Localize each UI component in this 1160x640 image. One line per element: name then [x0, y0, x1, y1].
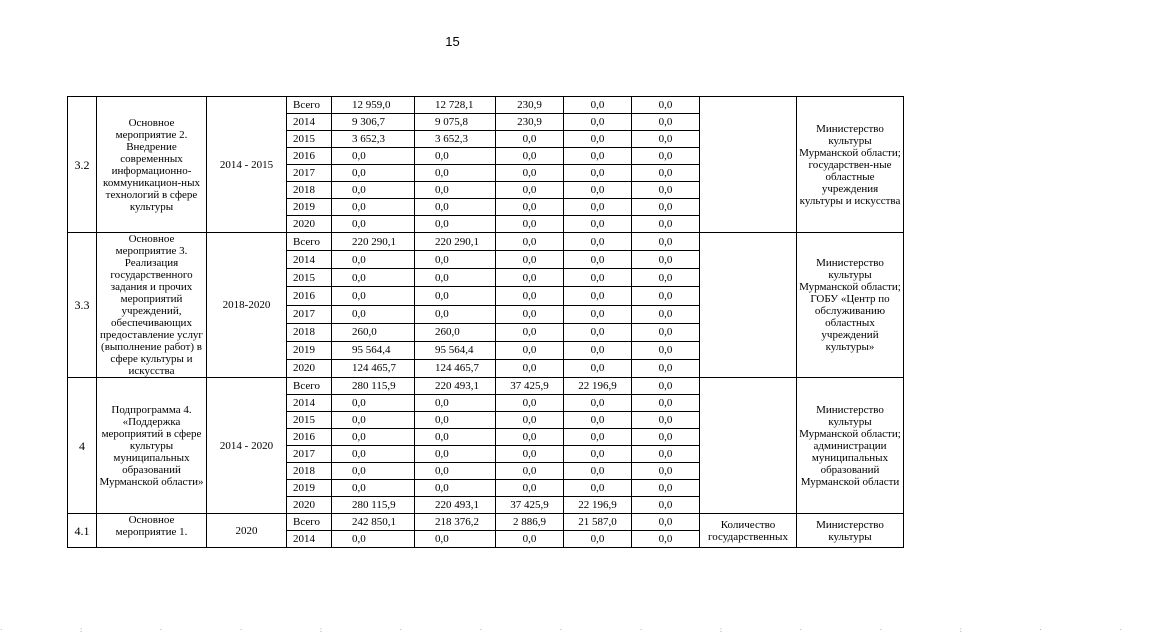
other-sources-cell: 0,0 [632, 148, 700, 165]
year-cell: 2016 [287, 429, 332, 446]
regional-budget-cell: 0,0 [415, 446, 496, 463]
year-cell: 2019 [287, 199, 332, 216]
regional-budget-cell: 0,0 [415, 216, 496, 233]
item-name-cell: Основное мероприятие 3. Реализация государственного задания и прочих мероприятий учреждений, обеспечивающих предоставление услуг (выполнение работ) в сфере культуры и искусства [97, 233, 207, 378]
total-cell: 124 465,7 [332, 359, 415, 377]
federal-budget-cell: 0,0 [496, 148, 564, 165]
total-cell: 0,0 [332, 199, 415, 216]
regional-budget-cell: 0,0 [415, 429, 496, 446]
regional-budget-cell: 0,0 [415, 305, 496, 323]
local-budget-cell: 0,0 [564, 199, 632, 216]
local-budget-cell: 0,0 [564, 114, 632, 131]
local-budget-cell: 0,0 [564, 480, 632, 497]
federal-budget-cell: 0,0 [496, 429, 564, 446]
year-cell: 2014 [287, 395, 332, 412]
local-budget-cell: 0,0 [564, 323, 632, 341]
local-budget-cell: 0,0 [564, 148, 632, 165]
local-budget-cell: 0,0 [564, 412, 632, 429]
executor-cell: Министерство культуры Мурманской области; администрации муниципальных образований Мурманской области [797, 378, 904, 514]
local-budget-cell: 0,0 [564, 182, 632, 199]
other-sources-cell: 0,0 [632, 287, 700, 305]
item-number-cell: 3.2 [68, 97, 97, 233]
other-sources-cell: 0,0 [632, 429, 700, 446]
federal-budget-cell: 37 425,9 [496, 378, 564, 395]
year-cell: 2014 [287, 531, 332, 548]
local-budget-cell: 0,0 [564, 463, 632, 480]
other-sources-cell: 0,0 [632, 497, 700, 514]
regional-budget-cell: 0,0 [415, 269, 496, 287]
local-budget-cell: 0,0 [564, 165, 632, 182]
item-name-cell: Основное мероприятие 2. Внедрение современных информационно-коммуникацион-ных технологий в сфере культуры [97, 97, 207, 233]
total-cell: 280 115,9 [332, 378, 415, 395]
year-cell: 2018 [287, 323, 332, 341]
item-name-cell: Подпрограмма 4. «Поддержка мероприятий в сфере культуры муниципальных образований Мурманской области» [97, 378, 207, 514]
regional-budget-cell: 220 493,1 [415, 378, 496, 395]
local-budget-cell: 0,0 [564, 446, 632, 463]
federal-budget-cell: 0,0 [496, 305, 564, 323]
total-cell: 0,0 [332, 531, 415, 548]
total-cell: 280 115,9 [332, 497, 415, 514]
federal-budget-cell: 2 886,9 [496, 514, 564, 531]
year-cell: 2017 [287, 305, 332, 323]
regional-budget-cell: 0,0 [415, 480, 496, 497]
federal-budget-cell: 0,0 [496, 412, 564, 429]
executor-cell: Министерство культуры [797, 514, 904, 548]
other-sources-cell: 0,0 [632, 269, 700, 287]
local-budget-cell: 0,0 [564, 269, 632, 287]
total-cell: 0,0 [332, 251, 415, 269]
other-sources-cell: 0,0 [632, 514, 700, 531]
regional-budget-cell: 9 075,8 [415, 114, 496, 131]
regional-budget-cell: 12 728,1 [415, 97, 496, 114]
period-cell: 2020 [207, 514, 287, 548]
regional-budget-cell: 0,0 [415, 463, 496, 480]
federal-budget-cell: 0,0 [496, 395, 564, 412]
regional-budget-cell: 220 290,1 [415, 233, 496, 251]
other-sources-cell: 0,0 [632, 199, 700, 216]
year-cell: 2019 [287, 341, 332, 359]
local-budget-cell: 0,0 [564, 305, 632, 323]
local-budget-cell: 0,0 [564, 429, 632, 446]
table-row [68, 514, 904, 531]
indicator-cell [700, 378, 797, 514]
federal-budget-cell: 0,0 [496, 446, 564, 463]
total-cell: 9 306,7 [332, 114, 415, 131]
local-budget-cell: 0,0 [564, 216, 632, 233]
local-budget-cell: 0,0 [564, 131, 632, 148]
regional-budget-cell: 0,0 [415, 182, 496, 199]
federal-budget-cell: 0,0 [496, 341, 564, 359]
total-cell: 0,0 [332, 287, 415, 305]
other-sources-cell: 0,0 [632, 97, 700, 114]
indicator-cell: Количество государственных [700, 514, 797, 548]
other-sources-cell: 0,0 [632, 233, 700, 251]
federal-budget-cell: 0,0 [496, 531, 564, 548]
federal-budget-cell: 0,0 [496, 233, 564, 251]
total-cell: 0,0 [332, 480, 415, 497]
federal-budget-cell: 0,0 [496, 480, 564, 497]
year-cell: Всего [287, 378, 332, 395]
other-sources-cell: 0,0 [632, 446, 700, 463]
regional-budget-cell: 124 465,7 [415, 359, 496, 377]
regional-budget-cell: 95 564,4 [415, 341, 496, 359]
executor-cell: Министерство культуры Мурманской области; государствен-ные областные учреждения культуры и искусства [797, 97, 904, 233]
regional-budget-cell: 218 376,2 [415, 514, 496, 531]
other-sources-cell: 0,0 [632, 395, 700, 412]
year-cell: 2020 [287, 497, 332, 514]
total-cell: 0,0 [332, 446, 415, 463]
item-number-cell: 4.1 [68, 514, 97, 548]
regional-budget-cell: 0,0 [415, 395, 496, 412]
federal-budget-cell: 0,0 [496, 251, 564, 269]
federal-budget-cell: 0,0 [496, 323, 564, 341]
year-cell: 2015 [287, 412, 332, 429]
indicator-cell [700, 233, 797, 378]
federal-budget-cell: 0,0 [496, 199, 564, 216]
year-cell: 2016 [287, 148, 332, 165]
local-budget-cell: 22 196,9 [564, 497, 632, 514]
other-sources-cell: 0,0 [632, 323, 700, 341]
budget-table [67, 96, 904, 548]
year-cell: 2014 [287, 251, 332, 269]
other-sources-cell: 0,0 [632, 182, 700, 199]
year-cell: Всего [287, 233, 332, 251]
other-sources-cell: 0,0 [632, 412, 700, 429]
local-budget-cell: 22 196,9 [564, 378, 632, 395]
federal-budget-cell: 37 425,9 [496, 497, 564, 514]
local-budget-cell: 0,0 [564, 251, 632, 269]
total-cell: 260,0 [332, 323, 415, 341]
regional-budget-cell: 0,0 [415, 531, 496, 548]
year-cell: 2014 [287, 114, 332, 131]
local-budget-cell: 0,0 [564, 395, 632, 412]
indicator-cell [700, 97, 797, 233]
table-row [68, 233, 904, 251]
regional-budget-cell: 260,0 [415, 323, 496, 341]
federal-budget-cell: 0,0 [496, 216, 564, 233]
year-cell: 2017 [287, 165, 332, 182]
federal-budget-cell: 0,0 [496, 182, 564, 199]
local-budget-cell: 0,0 [564, 97, 632, 114]
year-cell: 2015 [287, 269, 332, 287]
page-number: 15 [445, 34, 460, 49]
federal-budget-cell: 0,0 [496, 463, 564, 480]
total-cell: 3 652,3 [332, 131, 415, 148]
total-cell: 0,0 [332, 216, 415, 233]
other-sources-cell: 0,0 [632, 251, 700, 269]
total-cell: 0,0 [332, 429, 415, 446]
regional-budget-cell: 0,0 [415, 199, 496, 216]
item-number-cell: 3.3 [68, 233, 97, 378]
total-cell: 12 959,0 [332, 97, 415, 114]
other-sources-cell: 0,0 [632, 531, 700, 548]
year-cell: Всего [287, 97, 332, 114]
year-cell: 2016 [287, 287, 332, 305]
regional-budget-cell: 3 652,3 [415, 131, 496, 148]
other-sources-cell: 0,0 [632, 463, 700, 480]
total-cell: 0,0 [332, 305, 415, 323]
year-cell: 2018 [287, 182, 332, 199]
regional-budget-cell: 0,0 [415, 412, 496, 429]
other-sources-cell: 0,0 [632, 216, 700, 233]
year-cell: 2019 [287, 480, 332, 497]
scan-artifacts: · : · · : · · · · : · · : · · [0, 626, 1160, 634]
period-cell: 2014 - 2015 [207, 97, 287, 233]
year-cell: 2015 [287, 131, 332, 148]
total-cell: 0,0 [332, 182, 415, 199]
period-cell: 2018-2020 [207, 233, 287, 378]
other-sources-cell: 0,0 [632, 131, 700, 148]
total-cell: 0,0 [332, 165, 415, 182]
federal-budget-cell: 0,0 [496, 131, 564, 148]
total-cell: 220 290,1 [332, 233, 415, 251]
year-cell: Всего [287, 514, 332, 531]
total-cell: 0,0 [332, 412, 415, 429]
year-cell: 2020 [287, 359, 332, 377]
regional-budget-cell: 0,0 [415, 148, 496, 165]
other-sources-cell: 0,0 [632, 378, 700, 395]
total-cell: 0,0 [332, 395, 415, 412]
local-budget-cell: 0,0 [564, 233, 632, 251]
other-sources-cell: 0,0 [632, 305, 700, 323]
other-sources-cell: 0,0 [632, 165, 700, 182]
federal-budget-cell: 230,9 [496, 97, 564, 114]
local-budget-cell: 21 587,0 [564, 514, 632, 531]
regional-budget-cell: 0,0 [415, 251, 496, 269]
table-row [68, 378, 904, 395]
item-number-cell: 4 [68, 378, 97, 514]
other-sources-cell: 0,0 [632, 359, 700, 377]
executor-cell: Министерство культуры Мурманской области; ГОБУ «Центр по обслуживанию областных учреждений культуры» [797, 233, 904, 378]
federal-budget-cell: 230,9 [496, 114, 564, 131]
year-cell: 2020 [287, 216, 332, 233]
regional-budget-cell: 220 493,1 [415, 497, 496, 514]
period-cell: 2014 - 2020 [207, 378, 287, 514]
item-name-cell: Основное мероприятие 1. [97, 514, 207, 548]
other-sources-cell: 0,0 [632, 114, 700, 131]
total-cell: 95 564,4 [332, 341, 415, 359]
federal-budget-cell: 0,0 [496, 269, 564, 287]
year-cell: 2017 [287, 446, 332, 463]
regional-budget-cell: 0,0 [415, 287, 496, 305]
table-row [68, 97, 904, 114]
other-sources-cell: 0,0 [632, 480, 700, 497]
local-budget-cell: 0,0 [564, 359, 632, 377]
total-cell: 0,0 [332, 148, 415, 165]
regional-budget-cell: 0,0 [415, 165, 496, 182]
total-cell: 242 850,1 [332, 514, 415, 531]
local-budget-cell: 0,0 [564, 531, 632, 548]
local-budget-cell: 0,0 [564, 287, 632, 305]
federal-budget-cell: 0,0 [496, 287, 564, 305]
year-cell: 2018 [287, 463, 332, 480]
total-cell: 0,0 [332, 269, 415, 287]
federal-budget-cell: 0,0 [496, 359, 564, 377]
total-cell: 0,0 [332, 463, 415, 480]
federal-budget-cell: 0,0 [496, 165, 564, 182]
local-budget-cell: 0,0 [564, 341, 632, 359]
other-sources-cell: 0,0 [632, 341, 700, 359]
